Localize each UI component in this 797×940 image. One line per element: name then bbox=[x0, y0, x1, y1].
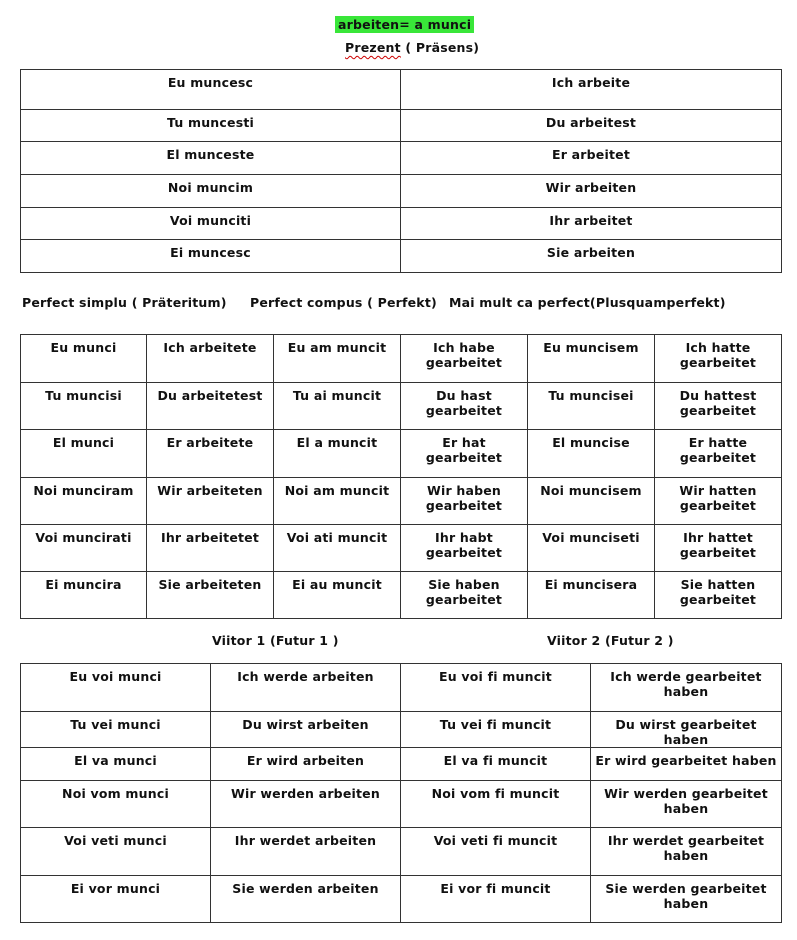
table-cell: Sie arbeiten bbox=[401, 240, 782, 273]
table-cell: Voi munciseti bbox=[528, 525, 655, 572]
table-cell: Ihr hattet gearbeitet bbox=[655, 525, 782, 572]
table-cell: Sie haben gearbeitet bbox=[401, 572, 528, 619]
table-cell: Eu muncesc bbox=[21, 70, 401, 110]
table-cell: Ei vor munci bbox=[21, 876, 211, 923]
table-row bbox=[21, 828, 782, 876]
table-cell: Er hat gearbeitet bbox=[401, 430, 528, 478]
table-cell: Noi muncim bbox=[21, 175, 401, 208]
table-cell: Tu muncisi bbox=[21, 383, 147, 430]
table-cell: Ihr arbeitet bbox=[401, 208, 782, 240]
table-cell: Sie werden arbeiten bbox=[211, 876, 401, 923]
past-tenses-table bbox=[20, 334, 782, 619]
table-row bbox=[21, 781, 782, 828]
table-cell: El a muncit bbox=[274, 430, 401, 478]
future-tenses-table bbox=[20, 663, 782, 923]
table-cell: Ihr werdet gearbeitet haben bbox=[591, 828, 782, 876]
table-cell: Ei muncira bbox=[21, 572, 147, 619]
table-row bbox=[21, 430, 782, 478]
table-cell: Noi muncisem bbox=[528, 478, 655, 525]
table-row bbox=[21, 478, 782, 525]
table-row bbox=[21, 664, 782, 712]
table-cell: Ich arbeitete bbox=[147, 335, 274, 383]
table-cell: Ich arbeite bbox=[401, 70, 782, 110]
table-cell: Noi am muncit bbox=[274, 478, 401, 525]
table-cell: Er hatte gearbeitet bbox=[655, 430, 782, 478]
table-cell: Ihr habt gearbeitet bbox=[401, 525, 528, 572]
table-cell: Du wirst gearbeitet haben bbox=[591, 712, 782, 748]
table-row bbox=[21, 175, 782, 208]
table-cell: Ich werde gearbeitet haben bbox=[591, 664, 782, 712]
table-cell: Ich hatte gearbeitet bbox=[655, 335, 782, 383]
table-row bbox=[21, 876, 782, 923]
page-title: arbeiten= a munci bbox=[335, 16, 474, 33]
section-heading-prezent bbox=[345, 40, 479, 55]
heading-mai-mult-ca-perfect: Mai mult ca perfect(Plusquamperfekt) bbox=[449, 295, 726, 310]
table-cell: Voi ati muncit bbox=[274, 525, 401, 572]
table-cell: Ich werde arbeiten bbox=[211, 664, 401, 712]
table-cell: Eu munci bbox=[21, 335, 147, 383]
table-cell: Du hattest gearbeitet bbox=[655, 383, 782, 430]
table-cell: Wir haben gearbeitet bbox=[401, 478, 528, 525]
table-cell: Eu am muncit bbox=[274, 335, 401, 383]
table-cell: Ich habe gearbeitet bbox=[401, 335, 528, 383]
table-cell: El va munci bbox=[21, 748, 211, 781]
table-cell: Ihr werdet arbeiten bbox=[211, 828, 401, 876]
table-cell: Sie arbeiteten bbox=[147, 572, 274, 619]
table-cell: Wir arbeiteten bbox=[147, 478, 274, 525]
table-cell: Tu vei munci bbox=[21, 712, 211, 748]
table-row bbox=[21, 240, 782, 273]
table-cell: Wir werden gearbeitet haben bbox=[591, 781, 782, 828]
table-cell: Er wird arbeiten bbox=[211, 748, 401, 781]
table-cell: Du arbeitest bbox=[401, 110, 782, 142]
table-cell: El munceste bbox=[21, 142, 401, 175]
table-cell: Noi munciram bbox=[21, 478, 147, 525]
prezent-heading-word: Prezent bbox=[345, 40, 401, 55]
table-row bbox=[21, 208, 782, 240]
table-cell: Ei muncesc bbox=[21, 240, 401, 273]
table-cell: Tu vei fi muncit bbox=[401, 712, 591, 748]
prezent-heading-rest: ( Präsens) bbox=[400, 40, 480, 55]
table-cell: El munci bbox=[21, 430, 147, 478]
table-cell: Eu muncisem bbox=[528, 335, 655, 383]
table-cell: Eu voi fi muncit bbox=[401, 664, 591, 712]
table-cell: Sie hatten gearbeitet bbox=[655, 572, 782, 619]
prezent-table bbox=[20, 69, 782, 273]
table-row bbox=[21, 70, 782, 110]
table-cell: Voi veti fi muncit bbox=[401, 828, 591, 876]
table-cell: Voi munciti bbox=[21, 208, 401, 240]
table-cell: Noi vom fi muncit bbox=[401, 781, 591, 828]
table-cell: Ei au muncit bbox=[274, 572, 401, 619]
table-cell: Er arbeitet bbox=[401, 142, 782, 175]
table-cell: Ei muncisera bbox=[528, 572, 655, 619]
table-cell: Er wird gearbeitet haben bbox=[591, 748, 782, 781]
table-row bbox=[21, 383, 782, 430]
table-row bbox=[21, 110, 782, 142]
table-cell: Sie werden gearbeitet haben bbox=[591, 876, 782, 923]
table-cell: Du hast gearbeitet bbox=[401, 383, 528, 430]
table-cell: Du wirst arbeiten bbox=[211, 712, 401, 748]
table-cell: Tu muncisei bbox=[528, 383, 655, 430]
table-cell: El muncise bbox=[528, 430, 655, 478]
table-cell: Ihr arbeitetet bbox=[147, 525, 274, 572]
heading-perfect-simplu: Perfect simplu ( Präteritum) bbox=[22, 295, 227, 310]
table-cell: Wir werden arbeiten bbox=[211, 781, 401, 828]
heading-perfect-compus: Perfect compus ( Perfekt) bbox=[250, 295, 437, 310]
table-cell: Er arbeitete bbox=[147, 430, 274, 478]
table-cell: Voi munci​rati bbox=[21, 525, 147, 572]
table-row bbox=[21, 142, 782, 175]
table-row bbox=[21, 572, 782, 619]
table-cell: Noi vom munci bbox=[21, 781, 211, 828]
table-cell: Voi veti munci bbox=[21, 828, 211, 876]
table-row bbox=[21, 525, 782, 572]
heading-viitor-2: Viitor 2 (Futur 2 ) bbox=[547, 633, 674, 648]
table-row bbox=[21, 335, 782, 383]
table-cell: Ei vor fi muncit bbox=[401, 876, 591, 923]
table-cell: Wir hatten gearbeitet bbox=[655, 478, 782, 525]
table-cell: Wir arbeiten bbox=[401, 175, 782, 208]
table-cell: El va fi muncit bbox=[401, 748, 591, 781]
table-cell: Du arbeitetest bbox=[147, 383, 274, 430]
heading-viitor-1: Viitor 1 (Futur 1 ) bbox=[212, 633, 339, 648]
table-cell: Eu voi munci bbox=[21, 664, 211, 712]
table-row bbox=[21, 712, 782, 748]
table-cell: Tu muncesti bbox=[21, 110, 401, 142]
table-row bbox=[21, 748, 782, 781]
table-cell: Tu ai muncit bbox=[274, 383, 401, 430]
